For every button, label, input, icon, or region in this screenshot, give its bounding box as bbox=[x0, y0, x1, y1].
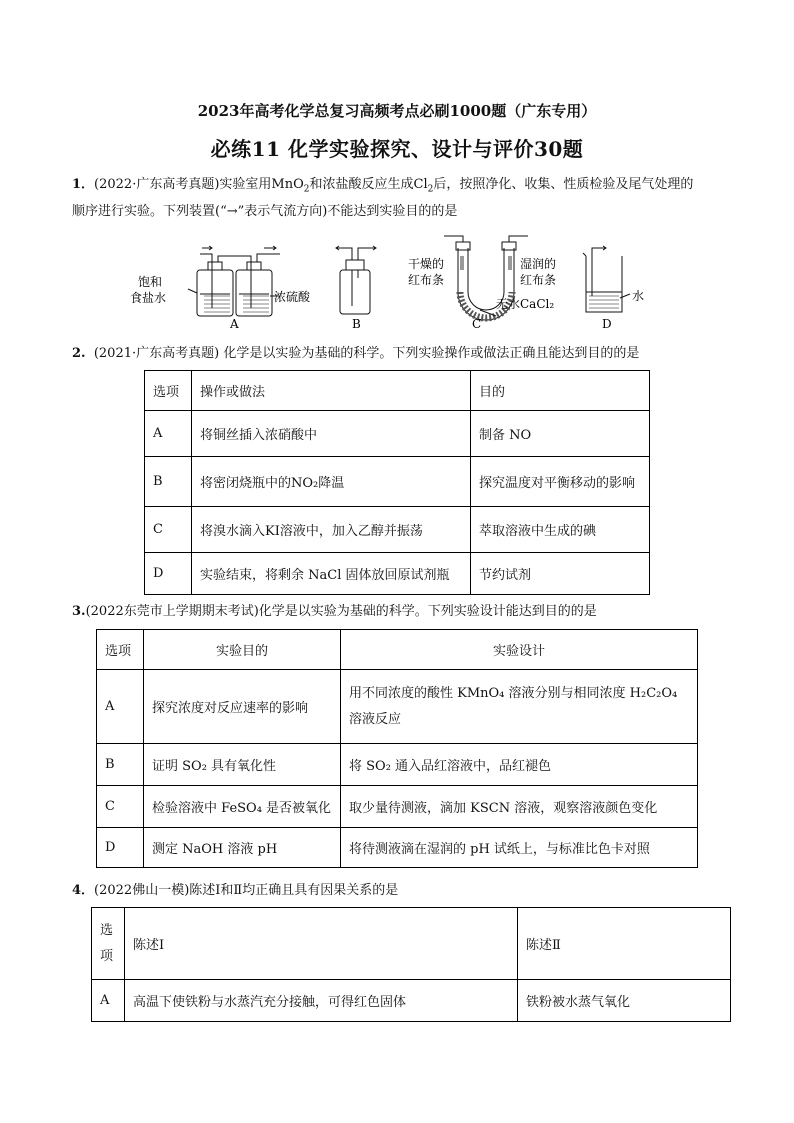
apparatus-figures bbox=[130, 236, 660, 332]
table-cell: B bbox=[97, 744, 144, 786]
question-text: 实验室用MnO bbox=[219, 177, 304, 192]
document-title: 2023年高考化学总复习高频考点必刷1000题（广东专用） bbox=[197, 102, 597, 120]
q2-table bbox=[144, 370, 650, 595]
table-header: 实验设计 bbox=[341, 630, 698, 670]
table-cell: 检验溶液中 FeSO₄ 是否被氧化 bbox=[144, 786, 341, 828]
table-row bbox=[92, 980, 731, 1022]
table-cell: 探究温度对平衡移动的影响 bbox=[471, 457, 650, 507]
table-row bbox=[145, 507, 650, 553]
table-cell: 高温下使铁粉与水蒸汽充分接触，可得红色固体 bbox=[125, 980, 518, 1022]
question-2 bbox=[72, 342, 752, 366]
table-cell: A bbox=[97, 670, 144, 744]
table-header bbox=[92, 908, 125, 980]
cell-line: 选 bbox=[100, 922, 114, 938]
cell-line: 溶液反应 bbox=[349, 711, 402, 727]
table-row bbox=[145, 553, 650, 595]
label-water: 水 bbox=[632, 289, 645, 303]
table-header: 操作或做法 bbox=[192, 371, 471, 411]
table-cell: 铁粉被水蒸气氧化 bbox=[518, 980, 731, 1022]
table-cell: 制备 NO bbox=[471, 411, 650, 457]
q3-table bbox=[96, 629, 698, 868]
table-cell: 萃取溶液中生成的碘 bbox=[471, 507, 650, 553]
question-1: 1．(2022·广东高考真题)实验室用MnO$_2$和浓盐酸反应生成$Cl_2$后，按照净化、收集、性质检验及尾气处理的 bbox=[72, 177, 694, 195]
table-row bbox=[145, 457, 650, 507]
cell-line: 用不同浓度的酸性 KMnO₄ 溶液分别与相同浓度 H₂C₂O₄ bbox=[349, 685, 678, 701]
question-number: 3. bbox=[72, 604, 86, 619]
question-3 bbox=[72, 600, 752, 624]
figure-c-label: C bbox=[472, 317, 482, 331]
table-cell: D bbox=[97, 828, 144, 868]
label-wet-cloth-2: 红布条 bbox=[520, 273, 557, 287]
question-number: 1． bbox=[72, 177, 95, 192]
table-cell: A bbox=[92, 980, 125, 1022]
question-text: (2022东莞市上学期期末考试)化学是以实验为基础的科学。下列实验设计能达到目的的是 bbox=[85, 604, 597, 619]
apparatus-b bbox=[336, 246, 376, 314]
table-header: 选项 bbox=[97, 630, 144, 670]
table-cell: 取少量待测液，滴加 KSCN 溶液，观察溶液颜色变化 bbox=[341, 786, 698, 828]
label-dry-cloth-2: 红布条 bbox=[408, 273, 445, 287]
question-text: (2022佛山一模)陈述Ⅰ和Ⅱ均正确且具有因果关系的是 bbox=[94, 883, 399, 898]
table-cell: 将密闭烧瓶中的NO₂降温 bbox=[192, 457, 471, 507]
figure-b-label: B bbox=[352, 317, 361, 331]
cell-line: 项 bbox=[100, 948, 114, 964]
figure-a-label: A bbox=[230, 317, 239, 331]
table-row bbox=[97, 744, 698, 786]
table-row bbox=[145, 411, 650, 457]
question-text: (2021·广东高考真题) 化学是以实验为基础的科学。下列实验操作或做法正确且能达到目的的是 bbox=[93, 346, 640, 361]
label-saturated: 饱和 bbox=[138, 275, 163, 289]
q4-table bbox=[91, 907, 731, 1022]
table-cell: C bbox=[97, 786, 144, 828]
table-cell bbox=[341, 670, 698, 744]
label-cacl2: 无水CaCl₂ bbox=[496, 297, 555, 311]
table-cell: 节约试剂 bbox=[471, 553, 650, 595]
table-header: 目的 bbox=[471, 371, 650, 411]
label-wet-cloth-1: 湿润的 bbox=[520, 257, 557, 271]
table-header-row bbox=[92, 908, 731, 980]
table-cell: 测定 NaOH 溶液 pH bbox=[144, 828, 341, 868]
question-number: 4． bbox=[72, 883, 95, 898]
question-1-line2: 顺序进行实验。下列装置(“→”表示气流方向)不能达到实验目的的是 bbox=[72, 204, 458, 219]
table-cell: 证明 SO₂ 具有氧化性 bbox=[144, 744, 341, 786]
question-source: (2022·广东高考真题) bbox=[94, 177, 220, 192]
table-row bbox=[97, 828, 698, 868]
question-text: 和浓盐酸反应生成Cl bbox=[309, 177, 428, 192]
table-header: 陈述Ⅱ bbox=[518, 908, 731, 980]
table-cell: 将铜丝插入浓硝酸中 bbox=[192, 411, 471, 457]
table-header: 陈述Ⅰ bbox=[125, 908, 518, 980]
question-text: 后，按照净化、收集、性质检验及尾气处理的 bbox=[433, 177, 694, 192]
table-header-row bbox=[97, 630, 698, 670]
table-cell: D bbox=[145, 553, 192, 595]
label-conc-sulfuric: 浓硫酸 bbox=[274, 290, 311, 304]
figure-d-label: D bbox=[602, 317, 612, 331]
label-brine: 食盐水 bbox=[130, 291, 167, 305]
label-dry-cloth-1: 干燥的 bbox=[408, 257, 445, 271]
table-row bbox=[97, 670, 698, 744]
table-cell: B bbox=[145, 457, 192, 507]
table-cell: 将溴水滴入KI溶液中，加入乙醇并振荡 bbox=[192, 507, 471, 553]
table-header: 实验目的 bbox=[144, 630, 341, 670]
table-cell: 将待测液滴在湿润的 pH 试纸上，与标准比色卡对照 bbox=[341, 828, 698, 868]
apparatus-d bbox=[583, 246, 630, 312]
table-header: 选项 bbox=[145, 371, 192, 411]
question-4 bbox=[72, 879, 752, 903]
table-row bbox=[97, 786, 698, 828]
table-cell: 将 SO₂ 通入品红溶液中，品红褪色 bbox=[341, 744, 698, 786]
document-subtitle: 必练11 化学实验探究、设计与评价30题 bbox=[210, 137, 584, 161]
table-cell: C bbox=[145, 507, 192, 553]
table-cell: 实验结束，将剩余 NaCl 固体放回原试剂瓶 bbox=[192, 553, 471, 595]
question-number: 2. bbox=[72, 346, 86, 361]
table-cell: A bbox=[145, 411, 192, 457]
table-cell: 探究浓度对反应速率的影响 bbox=[144, 670, 341, 744]
table-header-row bbox=[145, 371, 650, 411]
apparatus-a bbox=[188, 246, 280, 316]
